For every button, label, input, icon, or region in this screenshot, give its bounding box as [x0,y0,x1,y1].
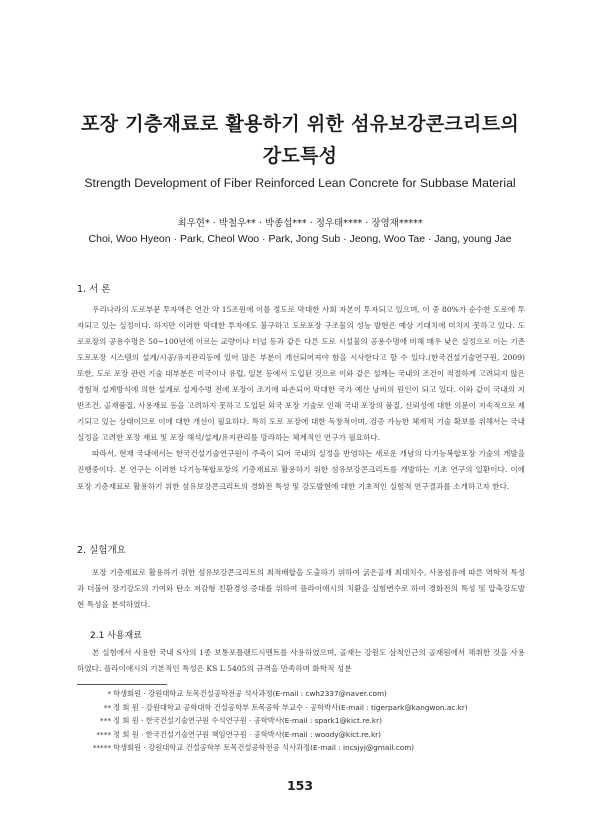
title-korean-line-2: 강도특성 [262,145,338,167]
section-1-body [77,302,525,495]
footnote-divider [77,684,167,685]
footnote-text: 학생회원 · 강원대학교 토목건설공학전공 석사과정(E-mail : cwh2337@naver.com) [113,689,387,698]
footnote-mark: ***** [92,743,111,753]
footnote-mark: ** [103,702,111,712]
footnote-text: 정 회 원 · 한국건설기술연구원 수석연구원 · 공학박사(E-mail : spark1@kict.re.kr) [113,716,382,726]
section-1-heading: 1. 서 론 [77,284,111,295]
footnote-mark: **** [96,729,111,739]
section-2-body [77,565,525,613]
section-2-paragraph-1: 포장 기층재료로 활용하기 위한 섬유보강콘크리트의 최적배합을 도출하기 위하여 굵은골재 최대치수, 사용섬유에 따른 역학적 특성과 더불어 장기강도의 기여와 탄소 저감형 친환경성 증대를 위하여 플라이애시의 치환을 실험변수로 하여 경화전의 특성 및 압축강도발현 특성을 분석하였다. [77,568,525,610]
authors-english: Choi, Woo Hyeon · Park, Cheol Woo · Park, Jong Sub · Jeong, Woo Tae · Jang, young Jae [88,233,512,245]
section-1-paragraph-1: 우리나라의 도로부문 투자액은 연간 약 15조원에 이를 정도로 막대한 사회 자본이 투자되고 있으며, 이 중 80%가 순수한 도로에 투자되고 있는 실정이다. 하지만 이러한 막대한 투자에도 불구하고 도로포장 구조물의 성능 발현은 예상 기대치에 미치지 못하고 있다. 도로포장의 공용수명은 50~100년에 이르는 교량이나 터널 등과 같은 다른 도로 시설물의 공용수명에 비해 매우 낮은 실정으로 이는 기존 도로포장 시스템의 설계/시공/유지관리등에 있어 많은 부분이 개선되어져야 함을 시사한다고 할 수 있다.(한국건설기술연구원, 2009) 또한, 도로 포장 관련 기술 대부분은 미국이나 유럽, 일본 등에서 도입된 것으로 이와 같은 설계는 국내의 조건이 적절하게 고려되지 않은 경험적 설계방식에 의한 설계로 설계수명 전에 포장이 조기에 파손되어 막대한 국가 예산 낭비의 원인이 되고 있다. 이와 같이 국내의 지반조건, 골재품질, 사용재료 등을 고려하지 못하고 도입된 외국 포장 기술로 인해 국내 포장의 품질, 신뢰성에 대한 의문이 지속적으로 제기되고 있는 상태이므로 이에 대한 개선이 필요하다. 특히 도로 포장에 대한 독창적이며, 검증 가능한 체계적 기술 확보를 위해서는 국내 실정을 고려한 포장 재료 및 포장 해석/설계/유지관리를 망라하는 체계적인 연구가 필요하다. [77,305,525,443]
section-2-1-paragraph-1: 본 실험에서 사용한 국내 S사의 1종 보통포틀랜드시멘트를 사용하였으며, 골재는 강원도 삼척인근의 골재원에서 채취한 것을 사용하였다. 플라이애시의 기본적인 특성은 KS L 5405의 규격을 만족하며 화학적 성분 [77,648,525,674]
authors-korean: 최우현* · 박철우** · 박종섭*** · 정우태**** · 장영재***** [177,218,423,229]
footnote-text: 정 회 원 · 강원대학교 공학대학 건설공학부 토목공학 부교수 · 공학박사(E-mail : tigerpark@kangwon.ac.kr) [113,702,468,712]
footnote-mark: * [107,689,111,698]
paper-title-english: Strength Development of Fiber Reinforced Lean Concrete for Subbase Material [84,176,516,190]
section-1-paragraph-2: 따라서, 현재 국내에서는 한국건설기술연구원이 주축이 되어 국내의 실정을 반영하는 새로운 개념의 다기능복합포장 기술의 개발을 진행중이다. 본 연구는 이러한 다기능복합포장의 기층재료로 활용하기 위한 섬유보강콘크리트를 개발하는 기초 연구의 일환이다. 이에 포장 기층재료로 활용하기 위한 섬유보강콘크리트의 경화전 특성 및 강도발현에 대한 기초적인 실험적 연구결과를 소개하고자 한다. [77,449,525,491]
footnote-text: 학생회원 · 강원대학교 건설공학부 토목건설공학전공 석사과정(E-mail : incsjyj@gmail.com) [113,743,415,753]
section-2-1-heading: 2.1 사용재료 [90,631,142,641]
footnote-item [77,714,537,728]
footnote-mark: *** [100,716,111,726]
page-number: 153 [286,778,314,793]
footnote-item [77,687,537,701]
footnote-item [77,701,537,715]
footnotes [77,687,537,755]
section-2-1-body [77,645,525,677]
footnote-item [77,741,537,755]
paper-title-korean [40,108,560,172]
footnote-item [77,728,537,742]
title-korean-line-1: 포장 기층재료로 활용하기 위한 섬유보강콘크리트의 [80,113,520,135]
footnote-text: 정 회 원 · 한국건설기술연구원 책임연구원 · 공학박사(E-mail : woody@kict.re.kr) [113,729,382,739]
section-2-heading: 2. 실험개요 [77,545,126,556]
